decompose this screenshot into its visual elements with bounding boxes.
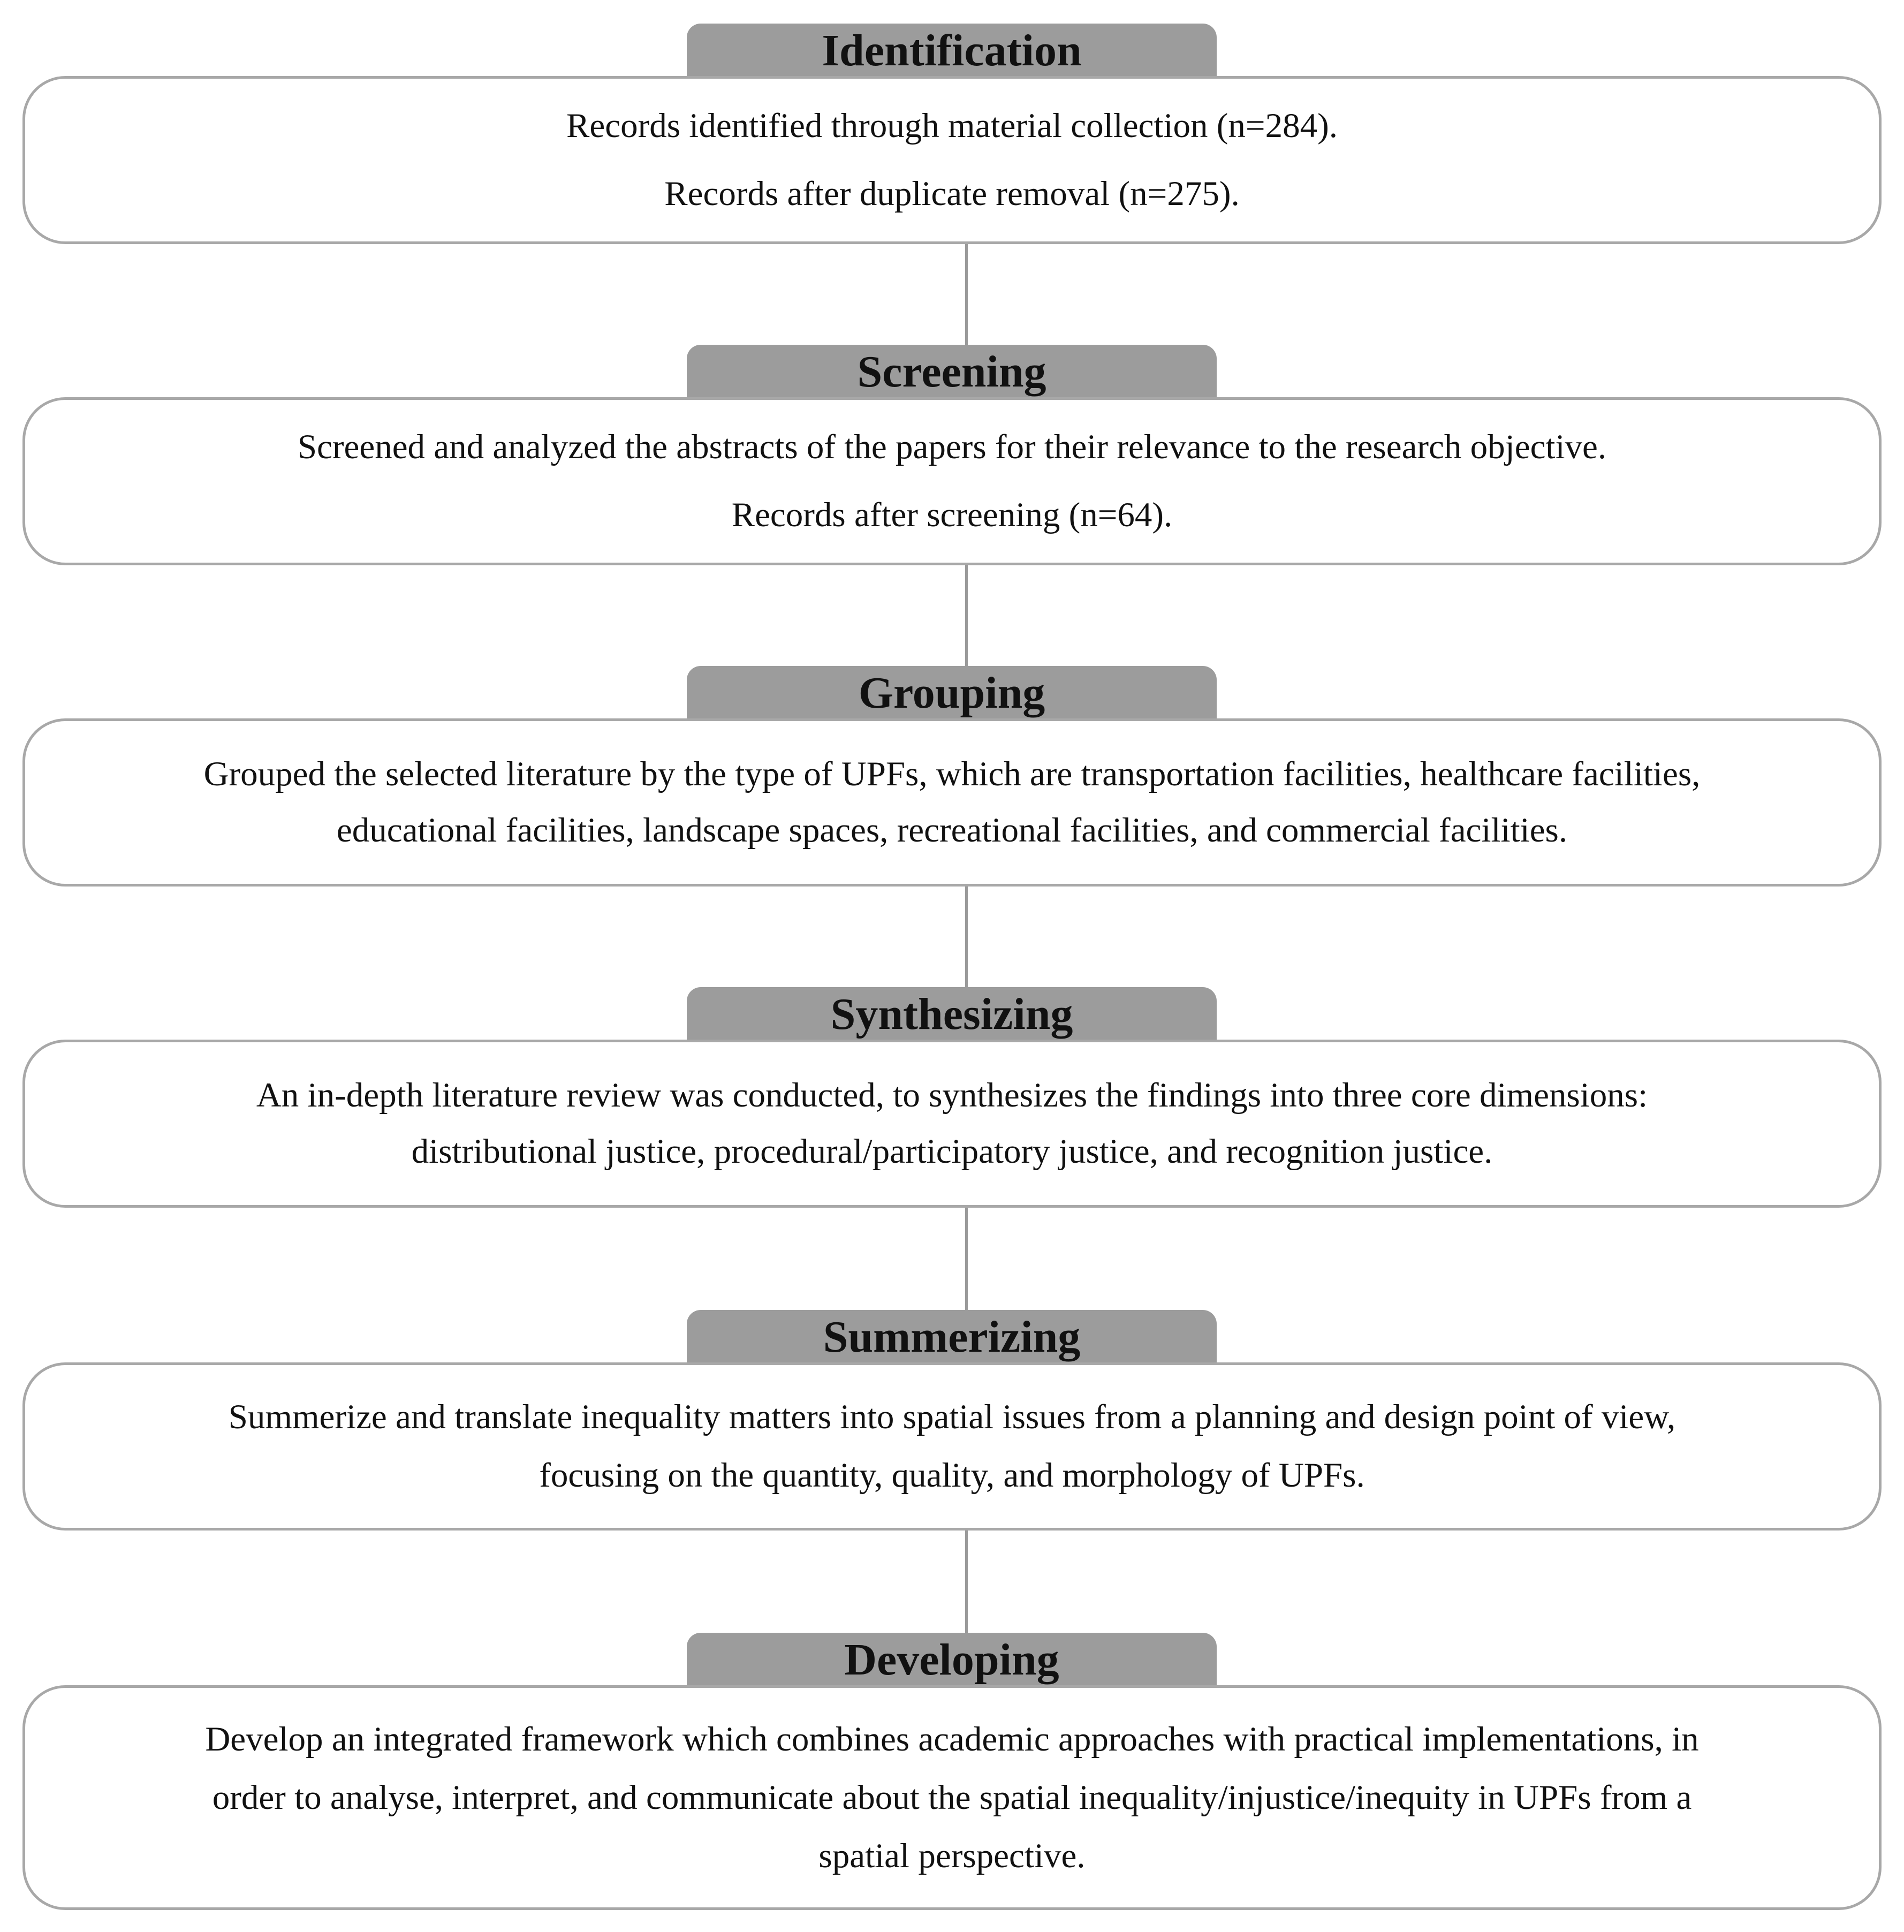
connector-line-3 xyxy=(965,886,968,988)
connector-line-1 xyxy=(965,244,968,345)
stage-title-developing: Developing xyxy=(687,1633,1217,1686)
stage-box-developing xyxy=(22,1685,1882,1910)
stage-text-line: spatial perspective. xyxy=(818,1836,1086,1875)
stage-text-line: distributional justice, procedural/participatory justice, and recognition justice. xyxy=(411,1132,1493,1171)
stage-title-identification: Identification xyxy=(687,24,1217,77)
stage-box-synthesizing xyxy=(22,1040,1882,1208)
stage-text-line: Grouped the selected literature by the type of UPFs, which are transportation facilities, healthcare facilities, xyxy=(203,755,1701,793)
stage-text-line: focusing on the quantity, quality, and morphology of UPFs. xyxy=(539,1456,1365,1495)
connector-line-4 xyxy=(965,1207,968,1310)
connector-line-5 xyxy=(965,1530,968,1633)
stage-box-summerizing xyxy=(22,1362,1882,1531)
stage-text-line: Develop an integrated framework which combines academic approaches with practical implementations, in xyxy=(205,1719,1699,1759)
stage-text-line: Screened and analyzed the abstracts of the papers for their relevance to the research objective. xyxy=(297,428,1607,466)
connector-line-2 xyxy=(965,565,968,666)
stage-text-line: An in-depth literature review was conducted, to synthesizes the findings into three core dimensions: xyxy=(256,1076,1648,1115)
stage-box-identification xyxy=(22,76,1882,244)
stage-box-screening xyxy=(22,397,1882,565)
stage-title-summerizing: Summerizing xyxy=(687,1310,1217,1363)
stage-title-screening: Screening xyxy=(687,345,1217,398)
stage-title-grouping: Grouping xyxy=(687,666,1217,719)
stage-title-synthesizing: Synthesizing xyxy=(687,987,1217,1041)
stage-text-line: educational facilities, landscape spaces, recreational facilities, and commercial facilities. xyxy=(336,811,1568,850)
stage-text-line: Records after screening (n=64). xyxy=(731,496,1173,534)
stage-box-grouping xyxy=(22,718,1882,887)
stage-text-line: Records identified through material collection (n=284). xyxy=(566,107,1338,145)
stage-text-line: order to analyse, interpret, and communicate about the spatial inequality/injustice/inequity in UPFs from a xyxy=(212,1778,1692,1817)
stage-text-line: Summerize and translate inequality matters into spatial issues from a planning and design point of view, xyxy=(228,1398,1676,1436)
stage-text-line: Records after duplicate removal (n=275). xyxy=(664,175,1240,213)
